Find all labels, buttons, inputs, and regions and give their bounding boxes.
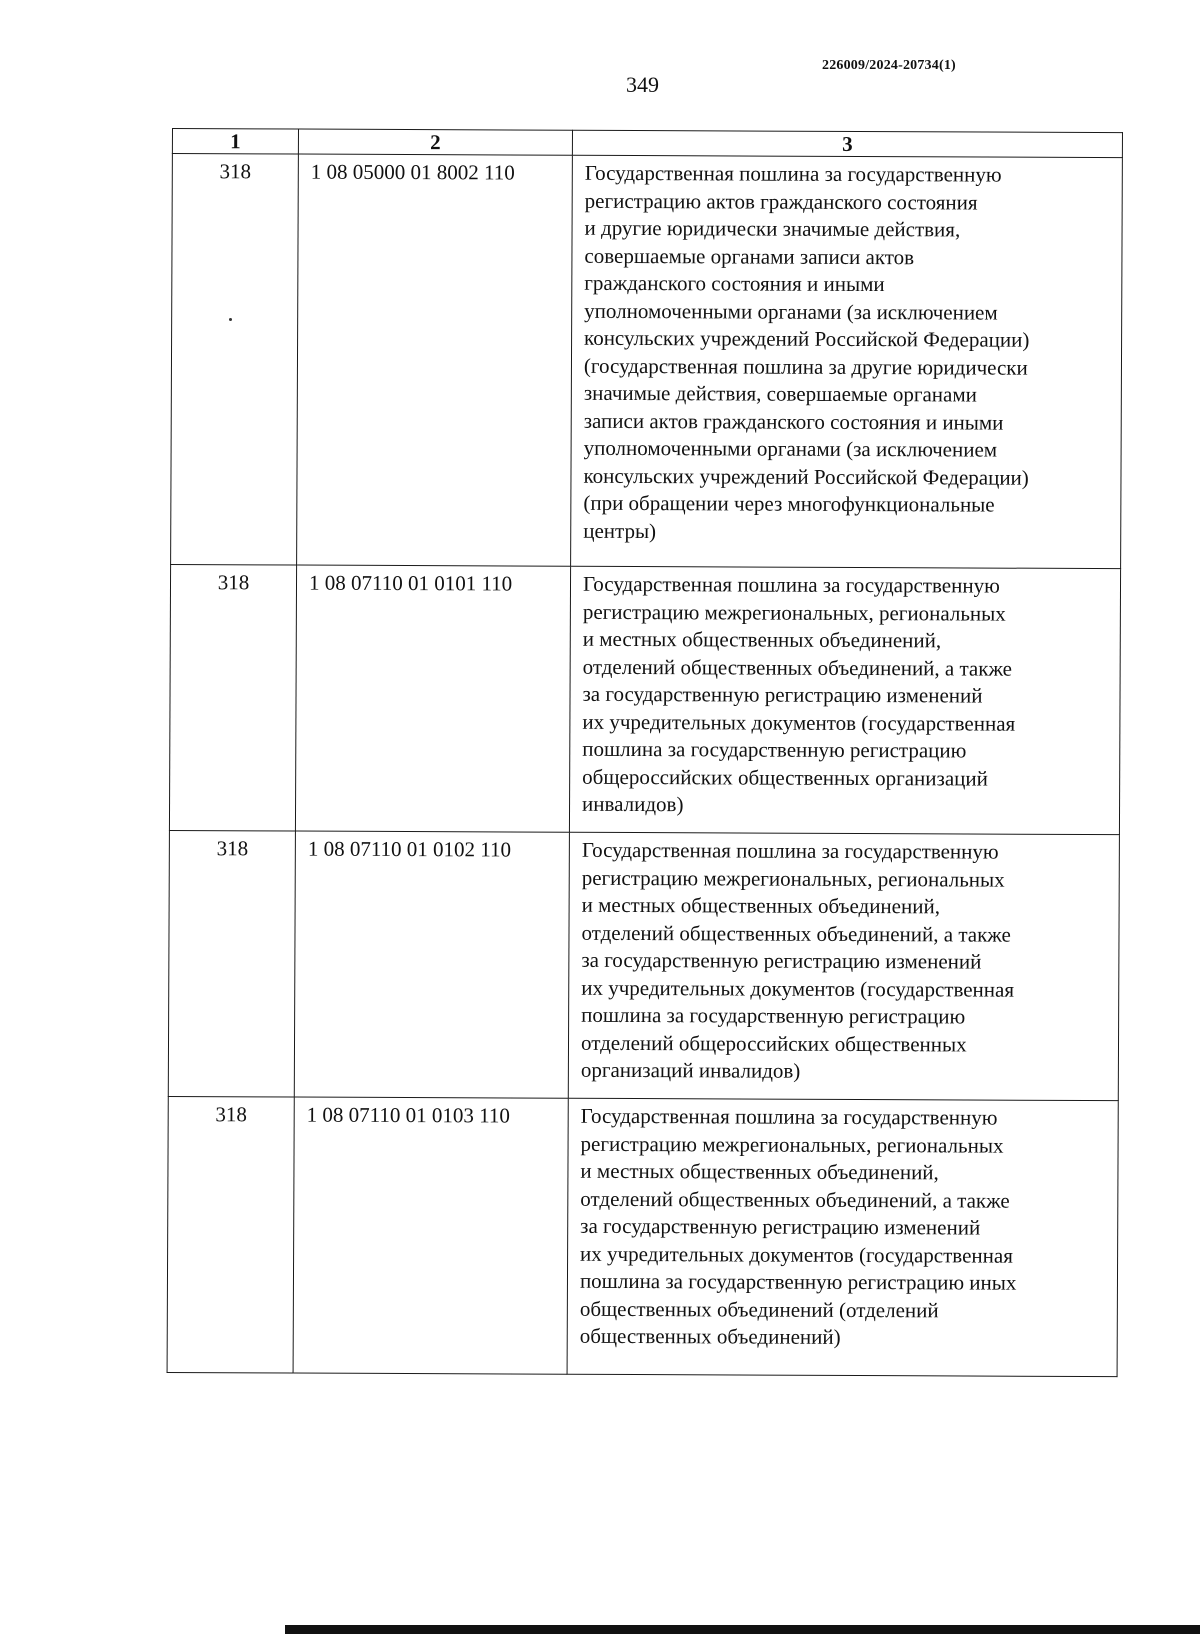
revenue-name-cell: Государственная пошлина за государственную регистрацию межрегиональных, региональных и местных общественных объединений, отделений общественных объединений, а также за государственную регистрацию изменений их учредительных документов (государственная пошлина за государственную регистрацию отделений общероссийских общественных организаций инвалидов) (568, 832, 1119, 1100)
table-body (167, 154, 1122, 1377)
administrator-code-cell: 318 (169, 564, 296, 831)
budget-classification-code-cell: 1 08 05000 01 8002 110 (297, 154, 573, 566)
revenue-name-cell: Государственная пошлина за государственную регистрацию актов гражданского состояния и другие юридически значимые действия, совершаемые органами записи актов гражданского состояния и иными уполномоченными органами (за исключением консульских учреждений Российской Федерации) (государственная пошлина за другие юридически значимые действия, совершаемые органами записи актов гражданского состояния и иными уполномоченными органами (за исключением консульских учреждений Российской Федерации) (при обращении через многофункциональные центры) (571, 155, 1123, 568)
administrator-code-cell: 318 (168, 830, 295, 1097)
administrator-code-cell: 318 (171, 154, 299, 566)
budget-classification-code-cell: 1 08 07110 01 0102 110 (294, 831, 569, 1098)
table-row (167, 1096, 1118, 1376)
column-header-1: 1 (172, 129, 298, 155)
revenue-name-cell: Государственная пошлина за государственную регистрацию межрегиональных, региональных и местных общественных объединений, отделений общественных объединений, а также за государственную регистрацию изменений их учредительных документов (государственная пошлина за государственную регистрацию иных общественных объединений (отделений общественных объединений) (567, 1098, 1118, 1376)
scan-edge-bar (285, 1625, 1200, 1634)
document-registration-number: 226009/2024-20734(1) (822, 58, 956, 73)
budget-classification-code-cell: 1 08 07110 01 0103 110 (293, 1097, 568, 1374)
table-row (169, 564, 1120, 834)
table-row (171, 154, 1123, 569)
revenue-name-cell: Государственная пошлина за государственную регистрацию межрегиональных, региональных и местных общественных объединений, отделений общественных объединений, а также за государственную регистрацию изменений их учредительных документов (государственная пошлина за государственную регистрацию общероссийских общественных организаций инвалидов) (569, 566, 1120, 834)
administrator-code-cell: 318 (167, 1096, 294, 1373)
table-row (168, 830, 1119, 1100)
column-header-2: 2 (298, 129, 572, 155)
page-number: 349 (626, 72, 659, 97)
revenue-codes-table (167, 128, 1123, 1377)
column-header-3: 3 (572, 130, 1122, 157)
scan-speck (229, 318, 232, 321)
budget-classification-code-cell: 1 08 07110 01 0101 110 (295, 565, 570, 832)
